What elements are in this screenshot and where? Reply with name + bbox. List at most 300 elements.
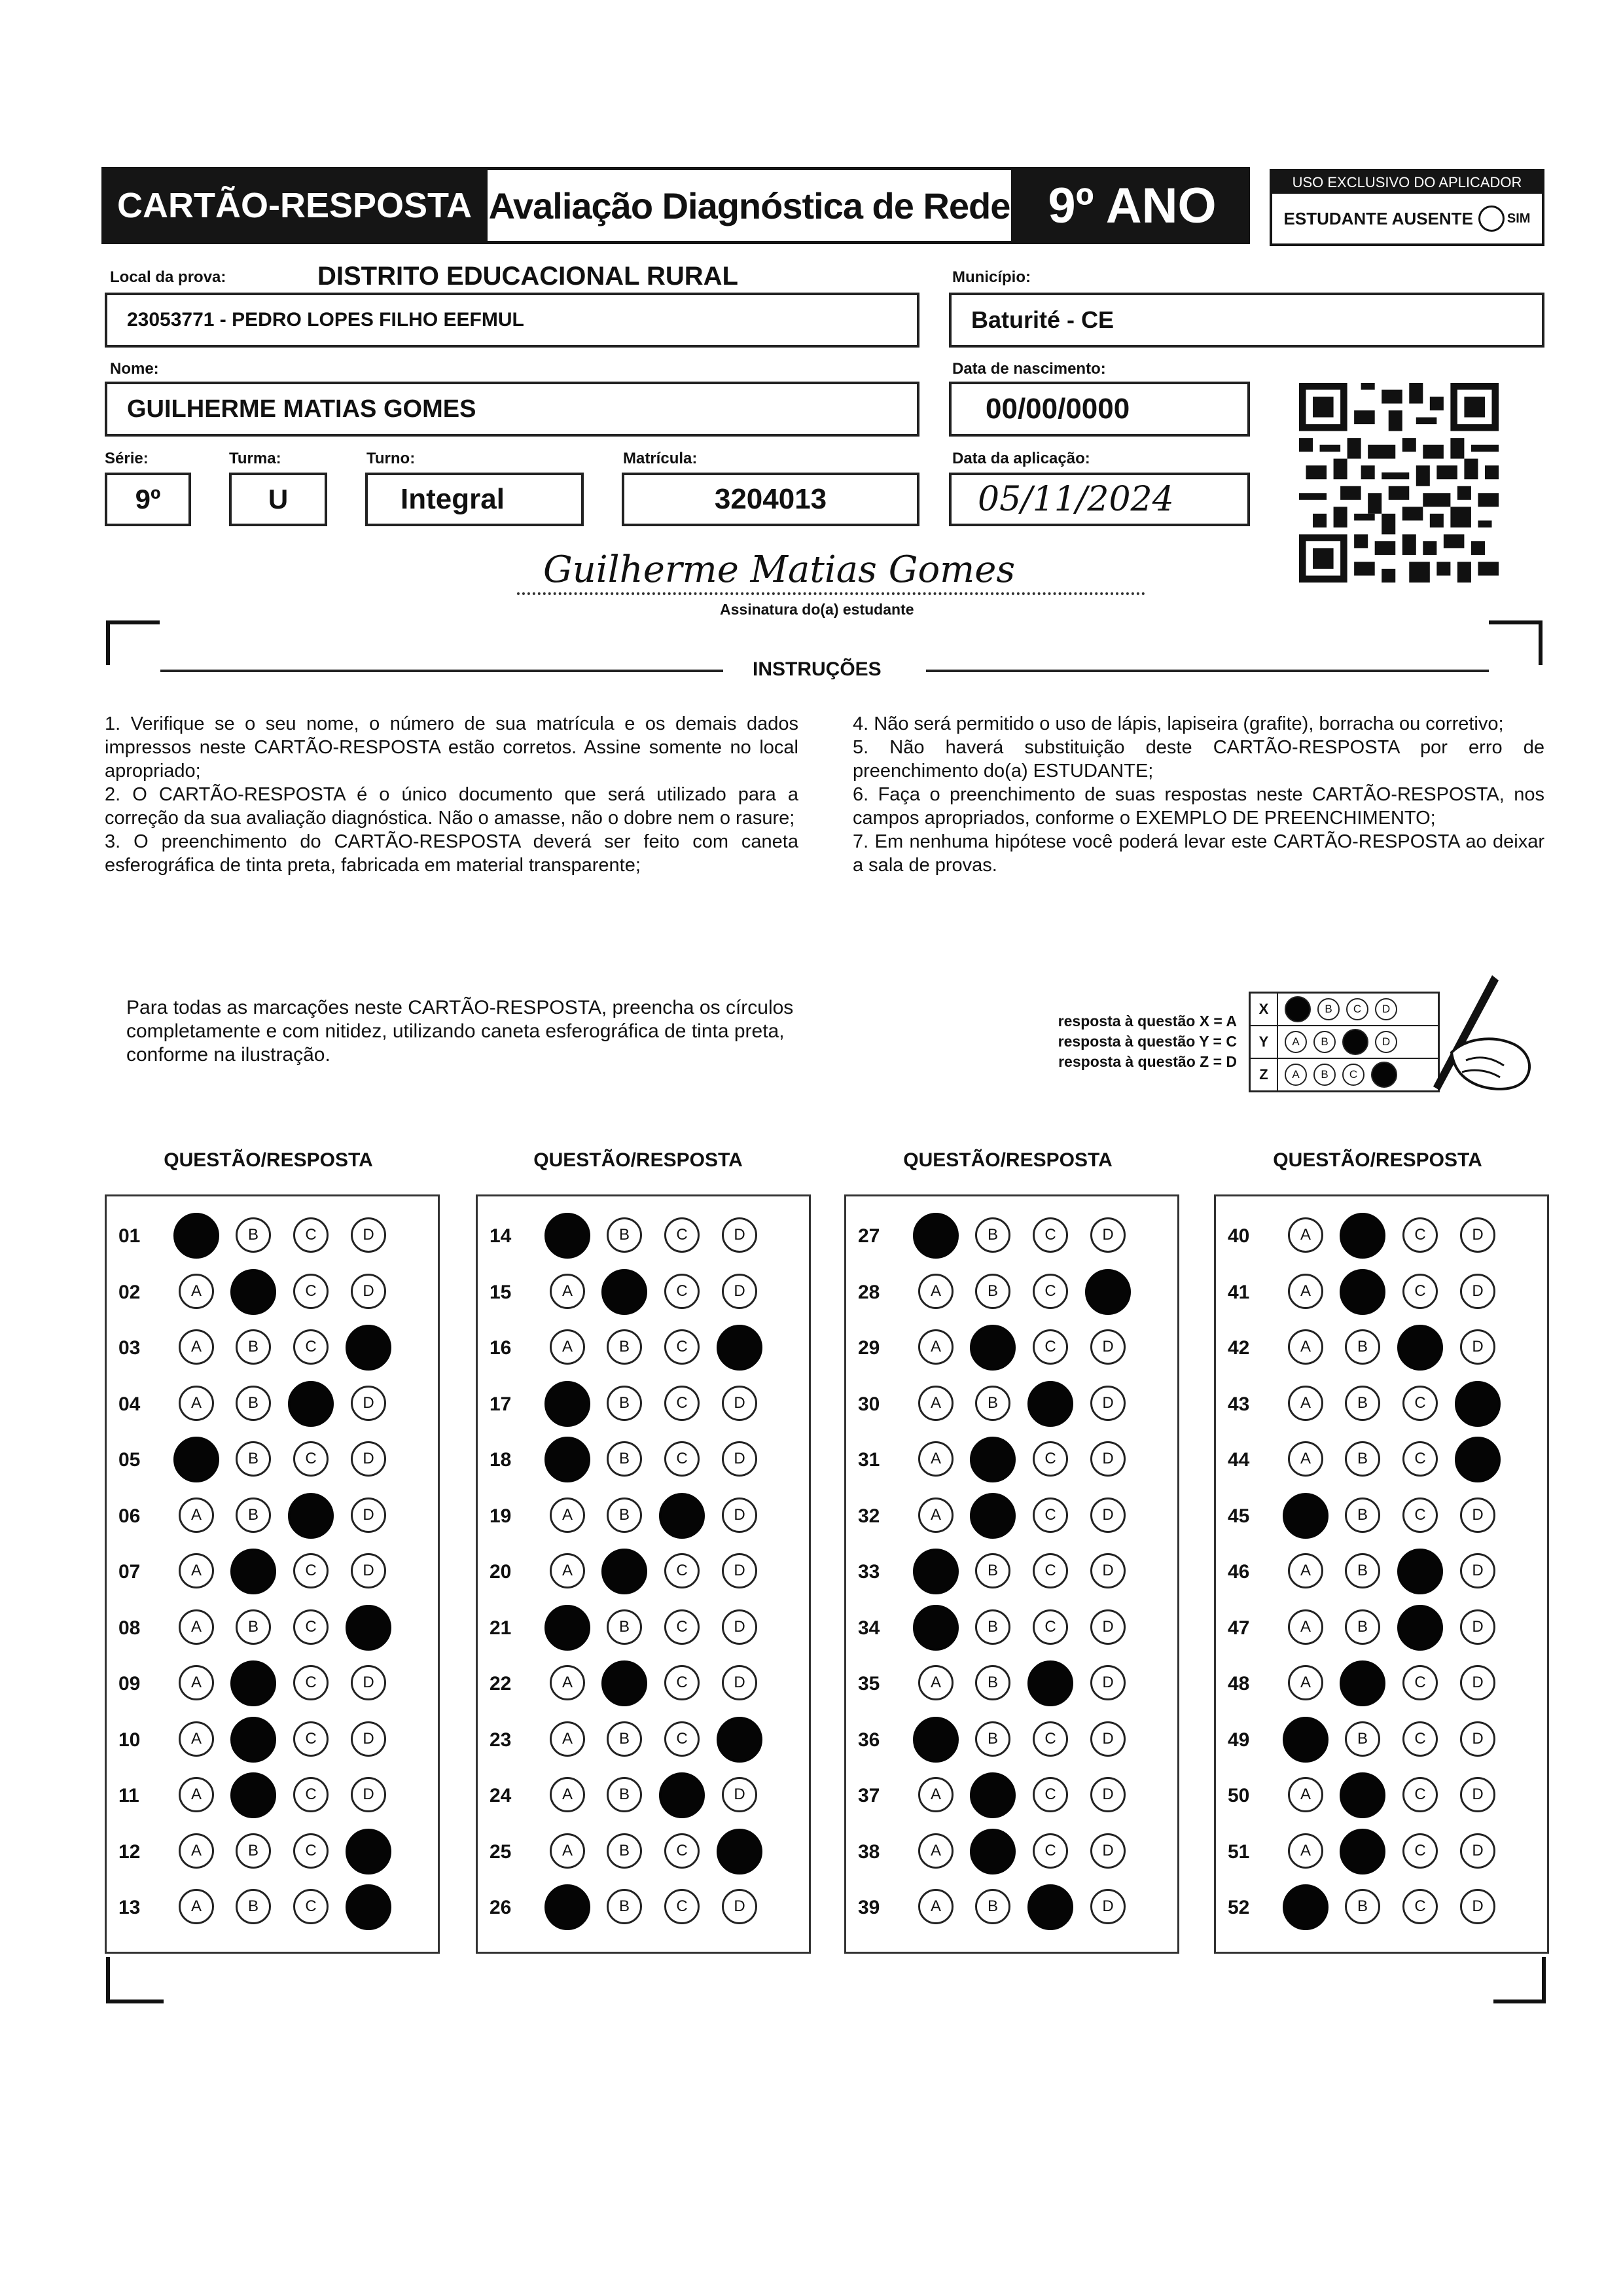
answer-bubble-a[interactable]: A xyxy=(1288,1609,1323,1645)
question-row xyxy=(846,1328,1177,1367)
answer-bubble-c[interactable]: C xyxy=(664,1553,700,1588)
answer-bubble-b[interactable]: B xyxy=(236,1609,271,1645)
nascimento-label: Data de nascimento: xyxy=(952,360,1106,378)
answer-bubble-b[interactable]: B xyxy=(975,1217,1010,1253)
question-row xyxy=(478,1832,809,1871)
answer-bubble-a[interactable]: A xyxy=(918,1665,954,1700)
answer-bubble-b[interactable]: B xyxy=(236,1386,271,1421)
answer-bubble-c[interactable]: C xyxy=(293,1665,329,1700)
turno-value: Integral xyxy=(401,483,505,515)
answer-bubble-a[interactable]: A xyxy=(179,1609,214,1645)
absent-sim-label: SIM xyxy=(1507,211,1531,226)
answer-bubble-d[interactable]: D xyxy=(1090,1498,1126,1533)
answer-bubble-c[interactable]: C xyxy=(293,1721,329,1757)
example-bubble: D xyxy=(1375,1031,1397,1053)
answer-bubble-a[interactable]: A xyxy=(1288,1665,1323,1700)
answer-bubble-b[interactable]: B xyxy=(607,1441,642,1477)
question-row xyxy=(478,1216,809,1255)
answer-bubble-d[interactable]: D xyxy=(1460,1665,1495,1700)
corner-mark-bottom-left-v xyxy=(106,1957,110,2003)
question-number: 18 xyxy=(490,1449,512,1471)
answer-bubble-c[interactable]: C xyxy=(664,1329,700,1365)
answer-bubble-a[interactable]: A xyxy=(550,1665,585,1700)
answer-bubble-a[interactable]: A xyxy=(1288,1217,1323,1253)
answer-bubble-b-filled[interactable] xyxy=(970,1437,1016,1482)
answer-bubble-b-filled[interactable] xyxy=(1340,1269,1385,1315)
aplicacao-value: 05/11/2024 xyxy=(978,480,1174,519)
question-row xyxy=(107,1496,438,1535)
answer-bubble-b-filled[interactable] xyxy=(1340,1772,1385,1818)
answer-bubble-a[interactable]: A xyxy=(918,1889,954,1924)
signature-caption: Assinatura do(a) estudante xyxy=(720,601,914,618)
question-row xyxy=(478,1552,809,1591)
question-row xyxy=(846,1664,1177,1703)
answer-bubble-d[interactable]: D xyxy=(1090,1777,1126,1812)
answer-bubble-d[interactable]: D xyxy=(722,1274,757,1309)
answer-bubble-d[interactable]: D xyxy=(1460,1609,1495,1645)
answer-bubble-b-filled[interactable] xyxy=(1340,1660,1385,1706)
answer-bubble-c-filled[interactable] xyxy=(1397,1605,1443,1651)
nome-label: Nome: xyxy=(110,360,159,378)
question-number: 16 xyxy=(490,1337,512,1359)
instruction-item: 1. Verifique se o seu nome, o número de sua matrícula e os demais dados impressos neste CARTÃO-RESPOSTA estão corretos. Assine somente no local apropriado; xyxy=(105,713,798,781)
answer-bubble-a[interactable]: A xyxy=(179,1777,214,1812)
answer-bubble-d[interactable]: D xyxy=(722,1386,757,1421)
answer-bubble-b[interactable]: B xyxy=(607,1833,642,1869)
answer-bubble-b[interactable]: B xyxy=(236,1833,271,1869)
answer-bubble-b[interactable]: B xyxy=(975,1609,1010,1645)
answer-bubble-a[interactable]: A xyxy=(179,1329,214,1365)
question-number: 42 xyxy=(1228,1337,1250,1359)
answer-bubble-c[interactable]: C xyxy=(1402,1274,1438,1309)
answer-bubble-d[interactable]: D xyxy=(1460,1274,1495,1309)
answer-bubble-b-filled[interactable] xyxy=(601,1269,647,1315)
answer-bubble-a-filled[interactable] xyxy=(913,1717,959,1763)
answer-bubble-b-filled[interactable] xyxy=(230,1549,276,1594)
answer-bubble-a-filled[interactable] xyxy=(173,1437,219,1482)
answer-bubble-c-filled[interactable] xyxy=(288,1381,334,1427)
answer-bubble-a[interactable]: A xyxy=(918,1386,954,1421)
answer-bubble-b[interactable]: B xyxy=(1345,1441,1380,1477)
answer-bubble-c[interactable]: C xyxy=(293,1553,329,1588)
answer-bubble-d[interactable]: D xyxy=(351,1498,386,1533)
answer-bubble-b[interactable]: B xyxy=(236,1889,271,1924)
answer-bubble-a[interactable]: A xyxy=(550,1274,585,1309)
serie-label: Série: xyxy=(105,450,149,467)
answer-bubble-c[interactable]: C xyxy=(1402,1721,1438,1757)
example-bubble: B xyxy=(1313,1064,1336,1086)
question-row xyxy=(478,1776,809,1815)
answer-bubble-a[interactable]: A xyxy=(918,1498,954,1533)
question-row xyxy=(107,1664,438,1703)
answer-bubble-b[interactable]: B xyxy=(607,1777,642,1812)
question-number: 14 xyxy=(490,1225,512,1247)
instruction-item: 4. Não será permitido o uso de lápis, lapiseira (grafite), borracha ou corretivo; xyxy=(853,713,1504,734)
answer-bubble-b[interactable]: B xyxy=(975,1665,1010,1700)
answer-bubble-a[interactable]: A xyxy=(550,1553,585,1588)
answer-bubble-d[interactable]: D xyxy=(1460,1833,1495,1869)
answer-bubble-d[interactable]: D xyxy=(1090,1217,1126,1253)
answer-bubble-c-filled[interactable] xyxy=(659,1493,705,1539)
answer-bubble-d[interactable]: D xyxy=(351,1777,386,1812)
answer-bubble-b-filled[interactable] xyxy=(1340,1829,1385,1874)
answer-bubble-c-filled[interactable] xyxy=(1027,1381,1073,1427)
answer-bubble-b[interactable]: B xyxy=(1345,1386,1380,1421)
answer-bubble-c[interactable]: C xyxy=(1402,1498,1438,1533)
answer-bubble-a-filled[interactable] xyxy=(913,1549,959,1594)
answer-bubble-c[interactable]: C xyxy=(1402,1386,1438,1421)
answer-bubble-d[interactable]: D xyxy=(1460,1777,1495,1812)
absent-checkbox[interactable] xyxy=(1478,206,1505,232)
answer-bubble-c[interactable]: C xyxy=(1033,1217,1068,1253)
answer-bubble-c[interactable]: C xyxy=(293,1777,329,1812)
answer-bubble-d[interactable]: D xyxy=(351,1274,386,1309)
corner-mark-top-left-v xyxy=(106,620,110,665)
answer-bubble-c[interactable]: C xyxy=(293,1329,329,1365)
answer-bubble-d-filled[interactable] xyxy=(346,1605,391,1651)
answer-bubble-d[interactable]: D xyxy=(722,1889,757,1924)
answer-bubble-d[interactable]: D xyxy=(351,1721,386,1757)
answer-bubble-c-filled[interactable] xyxy=(659,1772,705,1818)
question-number: 38 xyxy=(858,1840,880,1863)
answer-bubble-a-filled[interactable] xyxy=(913,1605,959,1651)
question-row xyxy=(1216,1384,1547,1424)
answer-bubble-d[interactable]: D xyxy=(1460,1498,1495,1533)
qr-code xyxy=(1299,383,1499,583)
answer-bubble-d[interactable]: D xyxy=(351,1665,386,1700)
nascimento-value: 00/00/0000 xyxy=(986,393,1130,425)
example-bubble-filled xyxy=(1371,1062,1397,1088)
answer-bubble-b[interactable]: B xyxy=(975,1386,1010,1421)
answer-bubble-a-filled[interactable] xyxy=(1283,1493,1329,1539)
answer-bubble-c-filled[interactable] xyxy=(1397,1549,1443,1594)
answer-bubble-c[interactable]: C xyxy=(664,1217,700,1253)
answer-bubble-c[interactable]: C xyxy=(1033,1329,1068,1365)
answer-bubble-d[interactable]: D xyxy=(722,1553,757,1588)
answer-bubble-c[interactable]: C xyxy=(1402,1441,1438,1477)
answer-bubble-d-filled[interactable] xyxy=(717,1717,762,1763)
answer-bubble-d[interactable]: D xyxy=(351,1386,386,1421)
matricula-field xyxy=(622,473,919,526)
answer-bubble-a[interactable]: A xyxy=(550,1777,585,1812)
question-row xyxy=(478,1608,809,1647)
question-row xyxy=(1216,1664,1547,1703)
answer-bubble-c[interactable]: C xyxy=(293,1441,329,1477)
answer-bubble-d[interactable]: D xyxy=(722,1441,757,1477)
answer-bubble-b[interactable]: B xyxy=(607,1217,642,1253)
answer-bubble-b-filled[interactable] xyxy=(1340,1213,1385,1259)
question-number: 03 xyxy=(118,1337,141,1359)
answer-bubble-c[interactable]: C xyxy=(1402,1217,1438,1253)
answer-bubble-d[interactable]: D xyxy=(1090,1609,1126,1645)
answer-bubble-d-filled[interactable] xyxy=(1085,1269,1131,1315)
column-header: QUESTÃO/RESPOSTA xyxy=(903,1149,1113,1171)
answer-bubble-d-filled[interactable] xyxy=(1455,1437,1501,1482)
answer-bubble-c-filled[interactable] xyxy=(288,1493,334,1539)
answer-bubble-c[interactable]: C xyxy=(293,1889,329,1924)
answer-bubble-d-filled[interactable] xyxy=(346,1829,391,1874)
answer-bubble-a[interactable]: A xyxy=(1288,1329,1323,1365)
question-number: 07 xyxy=(118,1561,141,1583)
answer-bubble-d-filled[interactable] xyxy=(717,1829,762,1874)
answer-bubble-a[interactable]: A xyxy=(550,1329,585,1365)
answer-bubble-c[interactable]: C xyxy=(293,1833,329,1869)
answer-bubble-c[interactable]: C xyxy=(664,1721,700,1757)
answer-bubble-b[interactable]: B xyxy=(236,1217,271,1253)
question-row xyxy=(1216,1216,1547,1255)
answer-bubble-d[interactable]: D xyxy=(722,1609,757,1645)
question-number: 49 xyxy=(1228,1729,1250,1751)
question-number: 21 xyxy=(490,1617,512,1639)
instruction-item: 6. Faça o preenchimento de suas respostas neste CARTÃO-RESPOSTA, nos campos apropriados, conforme o EXEMPLO DE PREENCHIMENTO; xyxy=(853,784,1544,829)
answer-bubble-a[interactable]: A xyxy=(179,1889,214,1924)
local-label: Local da prova: xyxy=(110,268,226,286)
answer-bubble-b[interactable]: B xyxy=(607,1498,642,1533)
answer-bubble-a[interactable]: A xyxy=(918,1833,954,1869)
answer-bubble-b[interactable]: B xyxy=(1345,1329,1380,1365)
answer-bubble-d[interactable]: D xyxy=(1090,1386,1126,1421)
answer-bubble-b[interactable]: B xyxy=(607,1889,642,1924)
answer-bubble-d[interactable]: D xyxy=(1090,1329,1126,1365)
answer-bubble-b-filled[interactable] xyxy=(230,1717,276,1763)
example-bubble: B xyxy=(1313,1031,1336,1053)
answer-bubble-c[interactable]: C xyxy=(1402,1833,1438,1869)
aplicacao-field xyxy=(949,473,1250,526)
answer-bubble-a[interactable]: A xyxy=(550,1721,585,1757)
question-row xyxy=(107,1328,438,1367)
answer-bubble-a-filled[interactable] xyxy=(1283,1717,1329,1763)
turno-field xyxy=(365,473,584,526)
answer-bubble-d[interactable]: D xyxy=(1090,1665,1126,1700)
answer-bubble-d-filled[interactable] xyxy=(717,1325,762,1371)
question-row xyxy=(478,1720,809,1759)
answer-bubble-a-filled[interactable] xyxy=(544,1213,590,1259)
answer-bubble-a[interactable]: A xyxy=(1288,1833,1323,1869)
answer-bubble-b-filled[interactable] xyxy=(230,1772,276,1818)
answer-bubble-c[interactable]: C xyxy=(1402,1665,1438,1700)
answer-bubble-c[interactable]: C xyxy=(664,1274,700,1309)
answer-bubble-c[interactable]: C xyxy=(664,1889,700,1924)
answer-bubble-c[interactable]: C xyxy=(1033,1553,1068,1588)
answer-bubble-d[interactable]: D xyxy=(1090,1889,1126,1924)
answer-bubble-c[interactable]: C xyxy=(1033,1441,1068,1477)
answer-bubble-a[interactable]: A xyxy=(1288,1777,1323,1812)
answer-bubble-c-filled[interactable] xyxy=(1027,1660,1073,1706)
question-row xyxy=(846,1552,1177,1591)
answer-bubble-b-filled[interactable] xyxy=(601,1660,647,1706)
turma-value: U xyxy=(268,484,289,514)
answer-bubble-a[interactable]: A xyxy=(918,1329,954,1365)
corner-mark-top-left-h xyxy=(106,620,160,624)
answer-bubble-b[interactable]: B xyxy=(975,1889,1010,1924)
answer-bubble-c[interactable]: C xyxy=(293,1274,329,1309)
answer-bubble-a-filled[interactable] xyxy=(544,1884,590,1930)
question-row xyxy=(478,1664,809,1703)
question-row xyxy=(107,1888,438,1927)
answer-bubble-d[interactable]: D xyxy=(1090,1553,1126,1588)
nome-field xyxy=(105,382,919,437)
answer-bubble-c-filled[interactable] xyxy=(1027,1884,1073,1930)
answer-bubble-b[interactable]: B xyxy=(1345,1721,1380,1757)
answer-bubble-d[interactable]: D xyxy=(722,1498,757,1533)
answer-bubble-c[interactable]: C xyxy=(1033,1274,1068,1309)
answer-bubble-b-filled[interactable] xyxy=(601,1549,647,1594)
answer-column xyxy=(476,1194,811,1954)
question-number: 30 xyxy=(858,1393,880,1415)
answer-bubble-b-filled[interactable] xyxy=(970,1772,1016,1818)
answer-bubble-b[interactable]: B xyxy=(1345,1609,1380,1645)
answer-bubble-d-filled[interactable] xyxy=(346,1884,391,1930)
answer-bubble-a[interactable]: A xyxy=(918,1777,954,1812)
question-number: 12 xyxy=(118,1840,141,1863)
question-row xyxy=(107,1832,438,1871)
answer-bubble-a[interactable]: A xyxy=(179,1274,214,1309)
answer-bubble-c[interactable]: C xyxy=(664,1609,700,1645)
absent-label: ESTUDANTE AUSENTE xyxy=(1283,208,1473,228)
answer-bubble-a[interactable]: A xyxy=(1288,1274,1323,1309)
answer-bubble-b[interactable]: B xyxy=(1345,1889,1380,1924)
answer-bubble-b-filled[interactable] xyxy=(970,1829,1016,1874)
question-row xyxy=(1216,1552,1547,1591)
question-number: 08 xyxy=(118,1617,141,1639)
answer-bubble-b[interactable]: B xyxy=(1345,1553,1380,1588)
question-row xyxy=(846,1440,1177,1479)
question-row xyxy=(846,1832,1177,1871)
answer-bubble-b-filled[interactable] xyxy=(230,1660,276,1706)
answer-bubble-b[interactable]: B xyxy=(975,1553,1010,1588)
answer-bubble-b[interactable]: B xyxy=(607,1386,642,1421)
answer-bubble-a-filled[interactable] xyxy=(1283,1884,1329,1930)
answer-bubble-c[interactable]: C xyxy=(664,1665,700,1700)
matricula-label: Matrícula: xyxy=(623,450,698,467)
answer-bubble-b[interactable]: B xyxy=(607,1329,642,1365)
turma-label: Turma: xyxy=(229,450,281,467)
question-row xyxy=(478,1888,809,1927)
answer-bubble-d[interactable]: D xyxy=(1460,1889,1495,1924)
question-number: 11 xyxy=(118,1785,139,1806)
question-number: 46 xyxy=(1228,1561,1250,1583)
answer-bubble-b[interactable]: B xyxy=(975,1721,1010,1757)
answer-bubble-a[interactable]: A xyxy=(550,1833,585,1869)
answer-bubble-c[interactable]: C xyxy=(664,1386,700,1421)
question-row xyxy=(1216,1720,1547,1759)
answer-bubble-b[interactable]: B xyxy=(975,1274,1010,1309)
answer-bubble-b-filled[interactable] xyxy=(970,1493,1016,1539)
answer-bubble-a[interactable]: A xyxy=(918,1274,954,1309)
answer-bubble-b-filled[interactable] xyxy=(230,1269,276,1315)
example-bubble: A xyxy=(1285,1031,1307,1053)
question-number: 48 xyxy=(1228,1673,1250,1695)
answer-column xyxy=(1214,1194,1549,1954)
answer-bubble-c-filled[interactable] xyxy=(1397,1325,1443,1371)
answer-bubble-c[interactable]: C xyxy=(1033,1721,1068,1757)
answer-bubble-a-filled[interactable] xyxy=(544,1437,590,1482)
answer-bubble-a[interactable]: A xyxy=(918,1441,954,1477)
answer-bubble-d-filled[interactable] xyxy=(346,1325,391,1371)
answer-bubble-a[interactable]: A xyxy=(179,1498,214,1533)
answer-bubble-a[interactable]: A xyxy=(179,1833,214,1869)
question-row xyxy=(846,1272,1177,1312)
exam-title: Avaliação Diagnóstica de Rede xyxy=(484,167,1014,244)
example-bubble-filled xyxy=(1285,996,1311,1022)
answer-bubble-c[interactable]: C xyxy=(1033,1609,1068,1645)
question-number: 32 xyxy=(858,1505,880,1527)
answer-bubble-a[interactable]: A xyxy=(1288,1386,1323,1421)
answer-bubble-d[interactable]: D xyxy=(1090,1833,1126,1869)
answer-bubble-c[interactable]: C xyxy=(293,1217,329,1253)
answer-column xyxy=(844,1194,1179,1954)
answer-bubble-c[interactable]: C xyxy=(664,1441,700,1477)
question-number: 52 xyxy=(1228,1897,1250,1918)
example-bubble: C xyxy=(1342,1064,1364,1086)
answer-bubble-d[interactable]: D xyxy=(722,1665,757,1700)
answer-bubble-a[interactable]: A xyxy=(179,1553,214,1588)
answer-bubble-c[interactable]: C xyxy=(1402,1889,1438,1924)
answer-bubble-d[interactable]: D xyxy=(351,1553,386,1588)
question-row xyxy=(1216,1328,1547,1367)
answer-bubble-d[interactable]: D xyxy=(722,1777,757,1812)
answer-bubble-c[interactable]: C xyxy=(1402,1777,1438,1812)
answer-bubble-b[interactable]: B xyxy=(236,1329,271,1365)
answer-bubble-b[interactable]: B xyxy=(607,1721,642,1757)
answer-bubble-b[interactable]: B xyxy=(1345,1498,1380,1533)
answer-bubble-a-filled[interactable] xyxy=(173,1213,219,1259)
answer-bubble-a[interactable]: A xyxy=(179,1721,214,1757)
question-number: 02 xyxy=(118,1281,141,1303)
question-number: 41 xyxy=(1228,1281,1250,1303)
answer-bubble-a-filled[interactable] xyxy=(913,1213,959,1259)
answer-bubble-d[interactable]: D xyxy=(351,1441,386,1477)
question-row xyxy=(1216,1608,1547,1647)
question-row xyxy=(1216,1776,1547,1815)
answer-bubble-b[interactable]: B xyxy=(607,1609,642,1645)
answer-bubble-a[interactable]: A xyxy=(1288,1441,1323,1477)
answer-bubble-a-filled[interactable] xyxy=(544,1381,590,1427)
example-bubble: D xyxy=(1375,998,1397,1020)
answer-bubble-c[interactable]: C xyxy=(1033,1833,1068,1869)
answer-bubble-a[interactable]: A xyxy=(550,1498,585,1533)
question-number: 26 xyxy=(490,1897,512,1918)
instructions-right xyxy=(853,712,1544,877)
answer-bubble-c[interactable]: C xyxy=(664,1833,700,1869)
answer-bubble-a[interactable]: A xyxy=(1288,1553,1323,1588)
answer-bubble-a-filled[interactable] xyxy=(544,1605,590,1651)
answer-bubble-b[interactable]: B xyxy=(236,1498,271,1533)
answer-bubble-c[interactable]: C xyxy=(1033,1777,1068,1812)
question-row xyxy=(478,1440,809,1479)
question-number: 34 xyxy=(858,1617,880,1639)
answer-bubble-b-filled[interactable] xyxy=(970,1325,1016,1371)
instructions-title: INSTRUÇÕES xyxy=(753,658,882,680)
answer-bubble-d[interactable]: D xyxy=(351,1217,386,1253)
answer-bubble-b[interactable]: B xyxy=(236,1441,271,1477)
question-number: 43 xyxy=(1228,1393,1250,1415)
question-number: 44 xyxy=(1228,1449,1250,1471)
answer-bubble-d-filled[interactable] xyxy=(1455,1381,1501,1427)
answer-bubble-d[interactable]: D xyxy=(1090,1721,1126,1757)
question-row xyxy=(1216,1496,1547,1535)
answer-bubble-c[interactable]: C xyxy=(293,1609,329,1645)
answer-bubble-d[interactable]: D xyxy=(1460,1329,1495,1365)
answer-bubble-d[interactable]: D xyxy=(722,1217,757,1253)
answer-bubble-d[interactable]: D xyxy=(1460,1721,1495,1757)
answer-bubble-a[interactable]: A xyxy=(179,1386,214,1421)
answer-bubble-d[interactable]: D xyxy=(1460,1217,1495,1253)
answer-bubble-a[interactable]: A xyxy=(179,1665,214,1700)
answer-bubble-d[interactable]: D xyxy=(1460,1553,1495,1588)
answer-bubble-d[interactable]: D xyxy=(1090,1441,1126,1477)
answer-bubble-c[interactable]: C xyxy=(1033,1498,1068,1533)
